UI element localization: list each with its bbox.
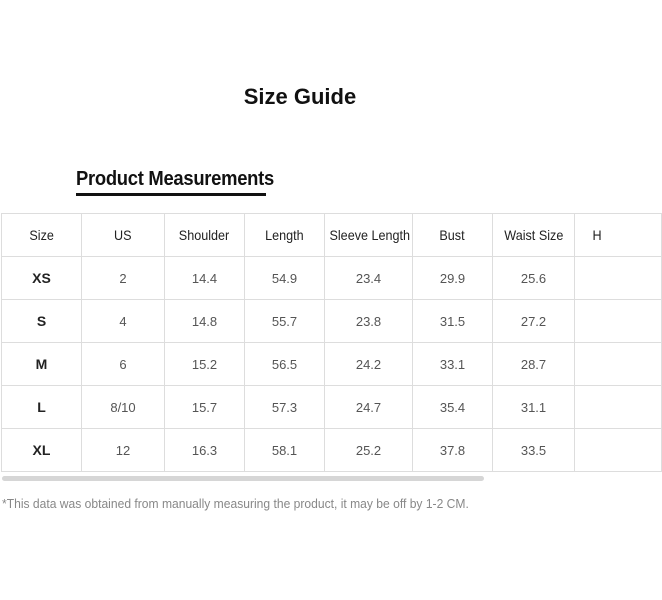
table-row (2, 300, 662, 343)
table-header-row (2, 214, 662, 257)
table-cell: 25.2 (325, 429, 413, 472)
table-cell: 14.4 (165, 257, 245, 300)
table-horizontal-scrollbar[interactable] (2, 476, 484, 481)
table-cell: 12 (82, 429, 165, 472)
table-cell: 56.5 (245, 343, 325, 386)
table-cell: 31.5 (413, 300, 493, 343)
table-cell: 29.9 (413, 257, 493, 300)
table-cell: 4 (82, 300, 165, 343)
table-cell: 35.4 (413, 386, 493, 429)
size-table (1, 213, 662, 472)
measurement-footnote: *This data was obtained from manually measuring the product, it may be off by 1-2 CM. (2, 496, 469, 511)
table-cell: XS (2, 257, 82, 300)
table-row (2, 257, 662, 300)
table-row (2, 386, 662, 429)
header-us: US (82, 214, 165, 257)
page-title: Size Guide (243, 84, 357, 109)
table-cell: 16.3 (165, 429, 245, 472)
table-cell: XL (2, 429, 82, 472)
header-sleeve-length: Sleeve Length (325, 214, 413, 257)
table-cell: 25.6 (493, 257, 575, 300)
table-cell: 31.1 (493, 386, 575, 429)
table-cell: 23.8 (325, 300, 413, 343)
header-waist-size: Waist Size (493, 214, 575, 257)
table-row (2, 429, 662, 472)
table-cell (575, 429, 662, 472)
table-cell: 58.1 (245, 429, 325, 472)
table-cell: 33.1 (413, 343, 493, 386)
table-cell: 2 (82, 257, 165, 300)
table-cell (575, 386, 662, 429)
table-cell: 15.2 (165, 343, 245, 386)
section-title: Product Measurements (76, 168, 274, 190)
table-cell: M (2, 343, 82, 386)
table-row (2, 343, 662, 386)
table-cell: 23.4 (325, 257, 413, 300)
table-cell: 6 (82, 343, 165, 386)
table-cell: 14.8 (165, 300, 245, 343)
table-cell: 57.3 (245, 386, 325, 429)
table-cell: S (2, 300, 82, 343)
table-cell: 33.5 (493, 429, 575, 472)
table-cell: 15.7 (165, 386, 245, 429)
table-cell (575, 343, 662, 386)
header-length: Length (245, 214, 325, 257)
table-cell: 27.2 (493, 300, 575, 343)
header-bust: Bust (413, 214, 493, 257)
header-shoulder: Shoulder (165, 214, 245, 257)
table-cell: 8/10 (82, 386, 165, 429)
table-cell: 24.2 (325, 343, 413, 386)
table-cell: 28.7 (493, 343, 575, 386)
table-cell: L (2, 386, 82, 429)
table-cell (575, 300, 662, 343)
table-cell (575, 257, 662, 300)
table-cell: 54.9 (245, 257, 325, 300)
table-cell: 37.8 (413, 429, 493, 472)
header-size: Size (2, 214, 82, 257)
section-title-underline (76, 193, 266, 196)
table-cell: 55.7 (245, 300, 325, 343)
header-truncated: H (575, 214, 662, 257)
table-cell: 24.7 (325, 386, 413, 429)
size-table-container[interactable] (1, 213, 600, 475)
